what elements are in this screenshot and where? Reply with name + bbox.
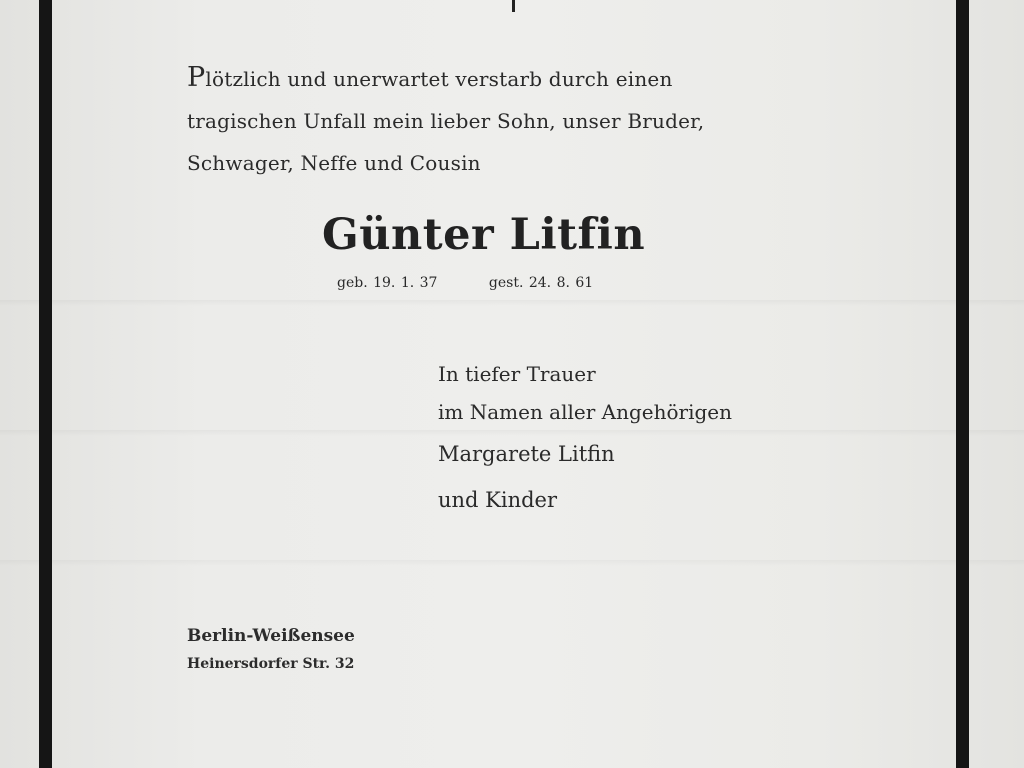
mourning-line-1: In tiefer Trauer <box>438 362 596 386</box>
address-street: Heinersdorfer Str. 32 <box>187 656 355 672</box>
mourning-line-4: und Kinder <box>438 488 558 512</box>
announcement-line-3: Schwager, Neffe und Cousin <box>187 151 481 175</box>
mourning-signature <box>438 355 732 523</box>
announcement-line-2: tragischen Unfall mein lieber Sohn, unser Bruder, <box>187 109 705 133</box>
address-block <box>187 621 355 677</box>
mourning-line-2: im Namen aller Angehörigen <box>438 400 733 424</box>
top-cross-mark <box>512 0 515 12</box>
deceased-name: Günter Litfin <box>322 210 646 260</box>
mourning-border-right <box>956 0 969 768</box>
life-dates <box>337 275 593 291</box>
announcement-initial: P <box>187 62 206 93</box>
mourner-name: Margarete Litfin <box>438 442 615 466</box>
announcement-line-1: Plötzlich und unerwartet verstarb durch einen <box>187 62 673 93</box>
announcement-text <box>187 57 704 184</box>
address-city: Berlin-Weißensee <box>187 626 355 646</box>
mourning-border-left <box>39 0 52 768</box>
death-date: gest. 24. 8. 61 <box>488 275 594 291</box>
birth-date: geb. 19. 1. 37 <box>337 275 438 291</box>
